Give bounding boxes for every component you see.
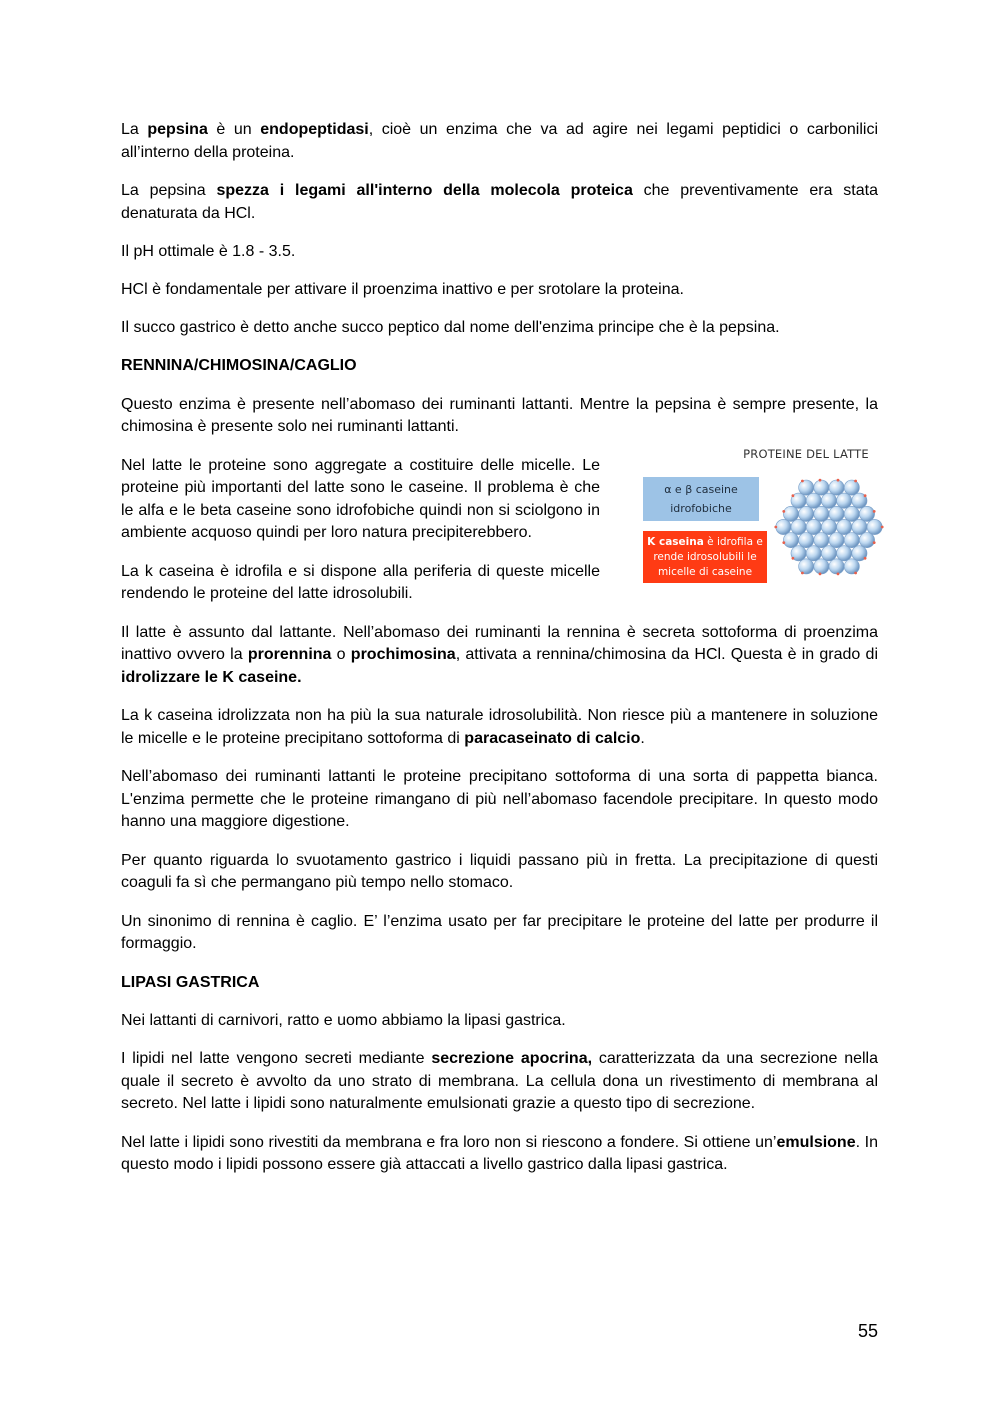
k-casein-dot — [854, 479, 857, 482]
casein-sphere — [821, 519, 836, 534]
casein-sphere — [852, 519, 867, 534]
casein-sphere — [814, 506, 829, 521]
casein-sphere — [806, 493, 821, 508]
blue-box-line-2: idrofobiche — [670, 501, 732, 515]
document-page — [121, 119, 878, 1193]
paragraph-pepsina-legami: La pepsina spezza i legami all'interno della molecola proteica che preventivamente era stata denaturata da HCl. — [121, 182, 878, 222]
casein-sphere — [821, 545, 836, 560]
k-casein-dot — [792, 494, 795, 497]
alpha-beta-caseine-box — [643, 477, 759, 521]
k-casein-dot — [873, 541, 876, 544]
k-casein-dot — [774, 525, 777, 528]
paragraph-k-caseina: La k caseina è idrofila e si dispone alla periferia di queste micelle rendendo le proteine del latte idrosolubili. — [121, 562, 600, 602]
paragraph-prorennina: Il latte è assunto dal lattante. Nell’abomaso dei ruminanti la rennina è secreta sottoforma di proenzima inattivo ovvero la prorennina o prochimosina, attivata a rennina/chimosina da HCl. Questa è in grado di idrolizzare le K caseine. — [121, 623, 879, 686]
casein-sphere — [783, 506, 798, 521]
casein-sphere — [814, 558, 829, 573]
casein-sphere — [844, 480, 859, 495]
paragraph-lattanti: Nei lattanti di carnivori, ratto e uomo abbiamo la lipasi gastrica. — [121, 1012, 566, 1029]
paragraph-succo-gastrico: Il succo gastrico è detto anche succo peptico dal nome dell'enzima principe che è la pepsina. — [121, 319, 780, 336]
paragraph-caglio: Un sinonimo di rennina è caglio. E’ l’enzima usato per far precipitare le proteine del latte per produrre il formaggio. — [121, 912, 878, 952]
casein-sphere — [799, 532, 814, 547]
heading-rennina: RENNINA/CHIMOSINA/CAGLIO — [121, 357, 357, 374]
casein-sphere — [867, 519, 882, 534]
paragraph-emulsione: Nel latte i lipidi sono rivestiti da membrana e fra loro non si riescono a fondere. Si ottiene un’emulsione. In questo modo i lipidi possono essere già attaccati a livello gastrico dalla lipasi gastrica. — [121, 1133, 878, 1173]
heading-lipasi: LIPASI GASTRICA — [121, 973, 260, 991]
k-casein-dot — [819, 478, 822, 481]
casein-sphere — [844, 532, 859, 547]
casein-sphere — [799, 506, 814, 521]
casein-sphere — [783, 532, 798, 547]
k-casein-dot — [801, 479, 804, 482]
casein-sphere — [814, 532, 829, 547]
paragraph-paracaseinato: La k caseina idrolizzata non ha più la sua naturale idrosolubilità. Non riesce più a mantenere in soluzione le micelle e le proteine precipitano sottoforma di paracaseinato di calcio. — [121, 707, 878, 747]
micelle-section — [121, 446, 878, 606]
casein-sphere — [844, 558, 859, 573]
milk-proteins-figure — [631, 447, 881, 595]
paragraph-svuotamento: Per quanto riguarda lo svuotamento gastrico i liquidi passano più in fretta. La precipitazione di questi coaguli fa sì che permangano più tempo nello stomaco. — [121, 851, 878, 891]
paragraph-hcl: HCl è fondamentale per attivare il proenzima inattivo e per srotolare la proteina. — [121, 281, 684, 298]
red-box-line-1: K caseina è idrofila e — [647, 535, 763, 548]
red-box-line-3: micelle di caseine — [657, 565, 753, 578]
k-casein-dot — [782, 541, 785, 544]
casein-sphere — [821, 493, 836, 508]
paragraph-micelle: Nel latte le proteine sono aggregate a costituire delle micelle. Le proteine più importanti del latte sono le caseine. Il problema è che le alfa e le beta caseine sono idrofobiche quindi non si sciolgono in ambiente acquoso quindi per loro natura precipiterebbero. — [121, 456, 600, 541]
k-casein-dot — [837, 572, 840, 575]
k-caseina-box — [643, 531, 767, 583]
k-casein-dot — [792, 556, 795, 559]
casein-micelle-diagram — [767, 471, 887, 583]
casein-sphere — [806, 545, 821, 560]
red-box-line-2: rende idrosolubili le — [653, 550, 757, 563]
paragraph-pepsina-endopeptidasi: La pepsina è un endopeptidasi, cioè un enzima che va ad agire nei legami peptidici o carbonilici all’interno della proteina. — [121, 121, 879, 161]
casein-sphere — [829, 506, 844, 521]
casein-sphere — [799, 558, 814, 573]
page-number: 55 — [857, 1321, 878, 1341]
k-casein-dot — [854, 571, 857, 574]
k-casein-dot — [801, 571, 804, 574]
casein-sphere — [837, 519, 852, 534]
k-casein-dot — [837, 478, 840, 481]
casein-sphere — [844, 506, 859, 521]
casein-sphere — [806, 519, 821, 534]
casein-sphere — [776, 519, 791, 534]
k-casein-dot — [782, 510, 785, 513]
paragraph-abomaso: Questo enzima è presente nell’abomaso dei ruminanti lattanti. Mentre la pepsina è sempre presente, la chimosina è presente solo nei ruminanti lattanti. — [121, 395, 878, 435]
k-casein-dot — [819, 572, 822, 575]
k-casein-dot — [873, 510, 876, 513]
paragraph-pappetta: Nell’abomaso dei ruminanti lattanti le proteine precipitano sottoforma di una sorta di pappetta bianca. L'enzima permette che le proteine rimangano di più nell’abomaso facendole precipitare. In questo modo hanno una maggiore digestione. — [121, 768, 878, 830]
casein-sphere — [829, 480, 844, 495]
casein-sphere — [829, 532, 844, 547]
casein-sphere — [814, 480, 829, 495]
paragraph-secrezione-apocrina: I lipidi nel latte vengono secreti mediante secrezione apocrina, caratterizzata da una secrezione nella quale il secreto è avvolto da uno strato di membrana. La cellula dona un rivestimento di membrana al secreto. Nel latte i lipidi sono naturalmente emulsionati grazie a questo tipo di secrezione. — [121, 1050, 879, 1112]
casein-sphere — [837, 493, 852, 508]
k-casein-dot — [881, 525, 884, 528]
casein-sphere — [837, 545, 852, 560]
k-casein-dot — [864, 494, 867, 497]
casein-sphere — [859, 532, 874, 547]
paragraph-ph: Il pH ottimale è 1.8 - 3.5. — [121, 243, 296, 260]
figure-title: PROTEINE DEL LATTE — [743, 446, 869, 461]
casein-sphere — [829, 558, 844, 573]
casein-sphere — [799, 480, 814, 495]
casein-sphere — [859, 506, 874, 521]
k-casein-dot — [864, 556, 867, 559]
blue-box-line-1: α e β caseine — [664, 482, 738, 496]
casein-sphere — [791, 519, 806, 534]
